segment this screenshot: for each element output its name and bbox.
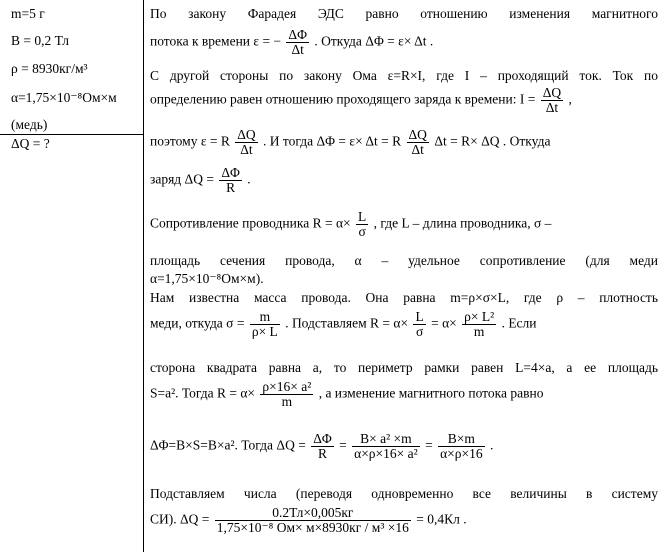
denominator: σ <box>358 224 366 239</box>
given-material: (медь) <box>11 117 48 132</box>
fraction <box>215 506 411 535</box>
given-density: ρ = 8930кг/м³ <box>11 61 88 76</box>
numerator: 0.2Тл×0,005кг <box>215 506 411 521</box>
text: СИ). ΔQ = <box>150 511 210 527</box>
fraction <box>311 432 334 461</box>
numerator: ρ×16× a² <box>262 379 312 394</box>
text: меди, откуда σ = <box>150 315 245 331</box>
numerator: ΔQ <box>408 127 427 142</box>
numerator: ΔΦ <box>288 27 307 42</box>
numerator: m <box>250 310 280 325</box>
denominator: m <box>473 324 485 339</box>
text: = α× <box>431 315 457 331</box>
text: потока к времени ε = − <box>150 33 282 49</box>
numerator: B× a² ×m <box>352 432 420 447</box>
solution-line: α=1,75×10⁻⁸Ом×м). <box>150 271 264 286</box>
given-unknown: ΔQ = ? <box>11 136 50 151</box>
solution-line: С другой стороны по закону Ома ε=R×I, где I – проходящий ток. Ток по <box>150 68 658 83</box>
fraction <box>219 166 242 195</box>
denominator: α×ρ×16 <box>440 446 483 461</box>
numerator: ΔQ <box>542 85 562 100</box>
solution-line: По закону Фарадея ЭДС равно отношению изменения магнитного <box>150 6 658 21</box>
fraction <box>413 310 425 339</box>
solution-line <box>150 210 551 239</box>
solution-line <box>150 432 493 461</box>
denominator: σ <box>415 324 424 339</box>
denominator: R <box>317 446 327 461</box>
given-divider <box>0 134 143 135</box>
text: R = α× <box>370 315 409 331</box>
text: . <box>490 437 494 453</box>
numerator: L <box>358 209 367 224</box>
denominator: Δt <box>545 100 559 115</box>
solution-line <box>150 128 550 157</box>
text: . И тогда ΔΦ = ε× Δt = R <box>263 133 402 149</box>
solution-block <box>150 0 658 552</box>
text: определению равен отношению проходящего заряда к времени: I = <box>150 91 536 107</box>
text: Сопротивление проводника R = α× <box>150 215 351 231</box>
vertical-divider <box>143 0 144 552</box>
fraction <box>235 128 257 157</box>
text: ΔΦ=B×S=B×a². Тогда ΔQ = <box>150 437 306 453</box>
solution-line <box>150 86 572 115</box>
text: , где L – длина проводника, σ – <box>373 215 552 231</box>
text: , а изменение магнитного потока равно <box>318 385 544 401</box>
text: = <box>425 437 433 453</box>
given-resistivity: α=1,75×10⁻⁸Ом×м <box>11 90 117 105</box>
denominator: Δt <box>240 142 253 157</box>
given-field: B = 0,2 Тл <box>11 33 69 48</box>
solution-line: сторона квадрата равна а, то периметр рамки равен L=4×а, а ее площадь <box>150 360 658 375</box>
denominator: 1,75×10⁻⁸ Ом× м×8930кг / м³ ×16 <box>216 520 409 535</box>
solution-line <box>150 380 543 409</box>
solution-line <box>150 28 433 57</box>
text: S=a². Тогда R = α× <box>150 385 256 401</box>
numerator: ρ× L² <box>464 309 495 324</box>
given-mass: m=5 г <box>11 6 45 21</box>
fraction <box>286 28 309 57</box>
fraction <box>407 128 429 157</box>
solution-line: площадь сечения провода, α – удельное сопротивление (для меди <box>150 253 658 268</box>
denominator: Δt <box>411 142 424 157</box>
fraction <box>250 310 280 339</box>
solution-line: Нам известна масса провода. Она равна m=ρ×σ×L, где ρ – плотность <box>150 290 658 305</box>
denominator: α×ρ×16× a² <box>354 446 418 461</box>
fraction <box>260 380 313 409</box>
fraction <box>438 432 485 461</box>
text: = 0,4Кл . <box>416 511 467 527</box>
numerator: ΔQ <box>237 127 256 142</box>
numerator: ΔΦ <box>221 165 240 180</box>
text: = <box>339 437 347 453</box>
fraction <box>462 310 496 339</box>
text: . Если <box>501 315 537 331</box>
numerator: ΔΦ <box>313 431 332 446</box>
denominator: ρ× L <box>251 324 278 339</box>
text: Δt = R× ΔQ . Откуда <box>434 133 551 149</box>
fraction <box>356 210 368 239</box>
denominator: m <box>281 394 293 409</box>
fraction <box>541 86 563 115</box>
text: . Подставляем <box>285 315 367 331</box>
text: поэтому ε = R <box>150 133 230 149</box>
denominator: R <box>226 180 236 195</box>
numerator: B×m <box>438 432 485 447</box>
text: . <box>247 171 251 187</box>
solution-line <box>150 166 251 195</box>
solution-line <box>150 506 467 535</box>
text: заряд ΔQ = <box>150 171 214 187</box>
solution-line <box>150 310 537 339</box>
text: , <box>568 91 572 107</box>
denominator: Δt <box>291 42 304 57</box>
fraction <box>352 432 420 461</box>
solution-line: Подставляем числа (переводя одновременно все величины в систему <box>150 486 658 501</box>
text: . Откуда ΔΦ = ε× Δt . <box>314 33 434 49</box>
numerator: L <box>415 309 424 324</box>
